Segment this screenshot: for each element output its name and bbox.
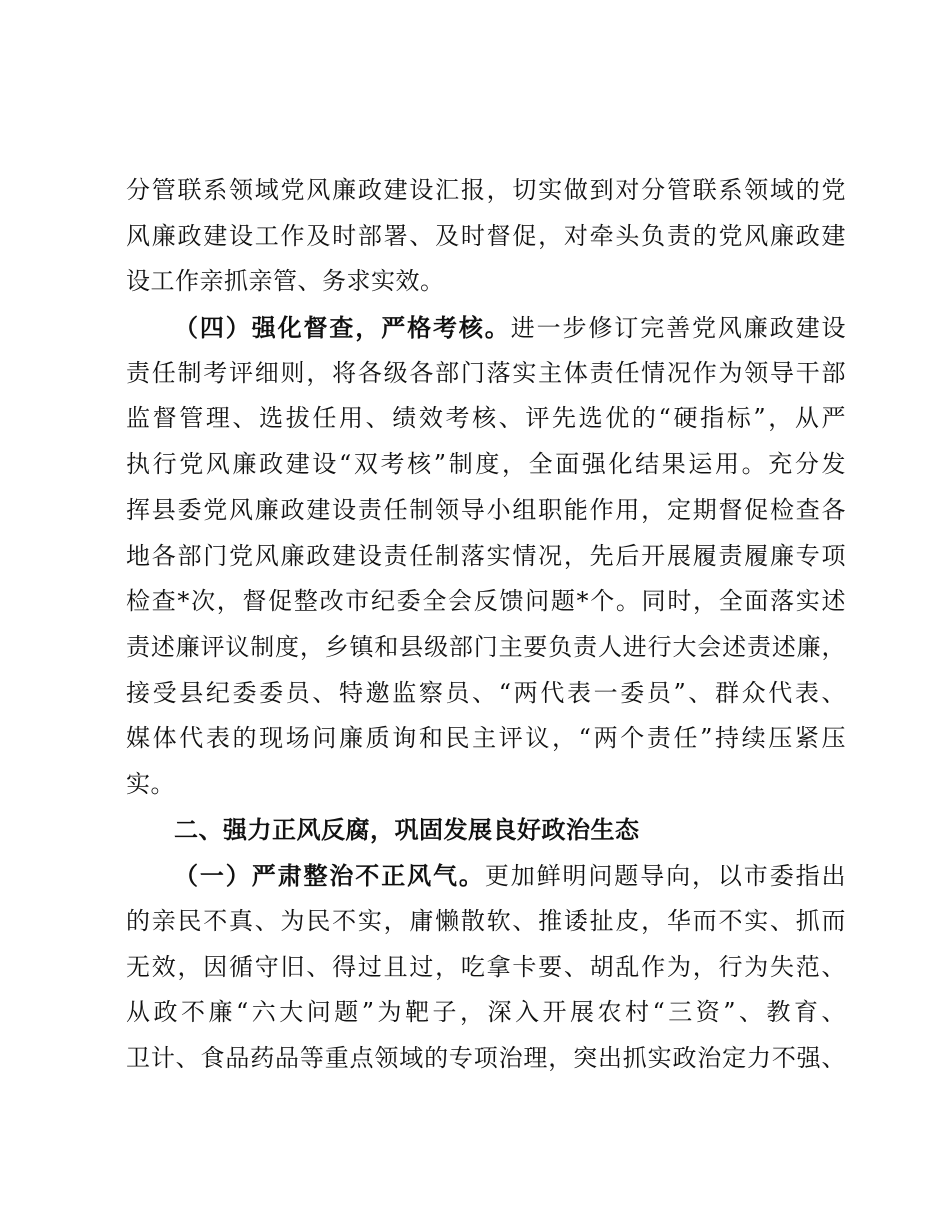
text-line: 无效，因循守旧、得过且过，吃拿卡要、胡乱作为，行为失范、 [126,952,846,981]
text-run: 进一步修订完善党风廉政建设 [510,314,847,343]
text-line: 监督管理、选拔任用、绩效考核、评先选优的“硬指标”，从严 [126,404,846,433]
section-heading: 二、强力正风反腐，巩固发展良好政治生态 [174,815,640,844]
subsection-heading: （四）强化督查，严格考核。 [174,313,511,343]
text-line: 从政不廉“六大问题”为靶子，深入开展农村“三资”、教育、 [126,998,846,1027]
subsection-heading: （一）严肃整治不正风气。 [174,861,485,891]
paragraph-first-line [126,853,846,899]
document-body [126,168,846,1082]
text-line: 执行党风廉政建设“双考核”制度，全面强化结果运用。充分发 [126,450,846,479]
text-line: 地各部门党风廉政建设责任制落实情况，先后开展履责履廉专项 [126,541,846,570]
text-line: 分管联系领域党风廉政建设汇报，切实做到对分管联系领域的党 [126,176,846,204]
text-line: 实。 [126,769,175,798]
text-line: 媒体代表的现场问廉质询和民主评议，“两个责任”持续压紧压 [126,724,846,753]
text-run: 更加鲜明问题导向，以市委指出 [484,862,847,891]
text-line: 卫计、食品药品等重点领域的专项治理，突出抓实政治定力不强、 [126,1044,846,1073]
text-line: 检查*次，督促整改市纪委全会反馈问题*个。同时，全面落实述 [126,587,846,616]
text-line: 设工作亲抓亲管、务求实效。 [126,267,445,296]
text-line: 责述廉评议制度，乡镇和县级部门主要负责人进行大会述责述廉， [126,632,846,661]
text-line: 挥县委党风廉政建设责任制领导小组职能作用，定期督促检查各 [126,495,846,524]
paragraph-first-line [126,305,846,351]
text-line: 的亲民不真、为民不实，庸懒散软、推诿扯皮，华而不实、抓而 [126,907,846,935]
text-line: 责任制考评细则，将各级各部门落实主体责任情况作为领导干部 [126,358,846,387]
text-line: 风廉政建设工作及时部署、及时督促，对牵头负责的党风廉政建 [126,221,846,250]
text-line: 接受县纪委委员、特邀监察员、“两代表一委员”、群众代表、 [126,678,846,707]
